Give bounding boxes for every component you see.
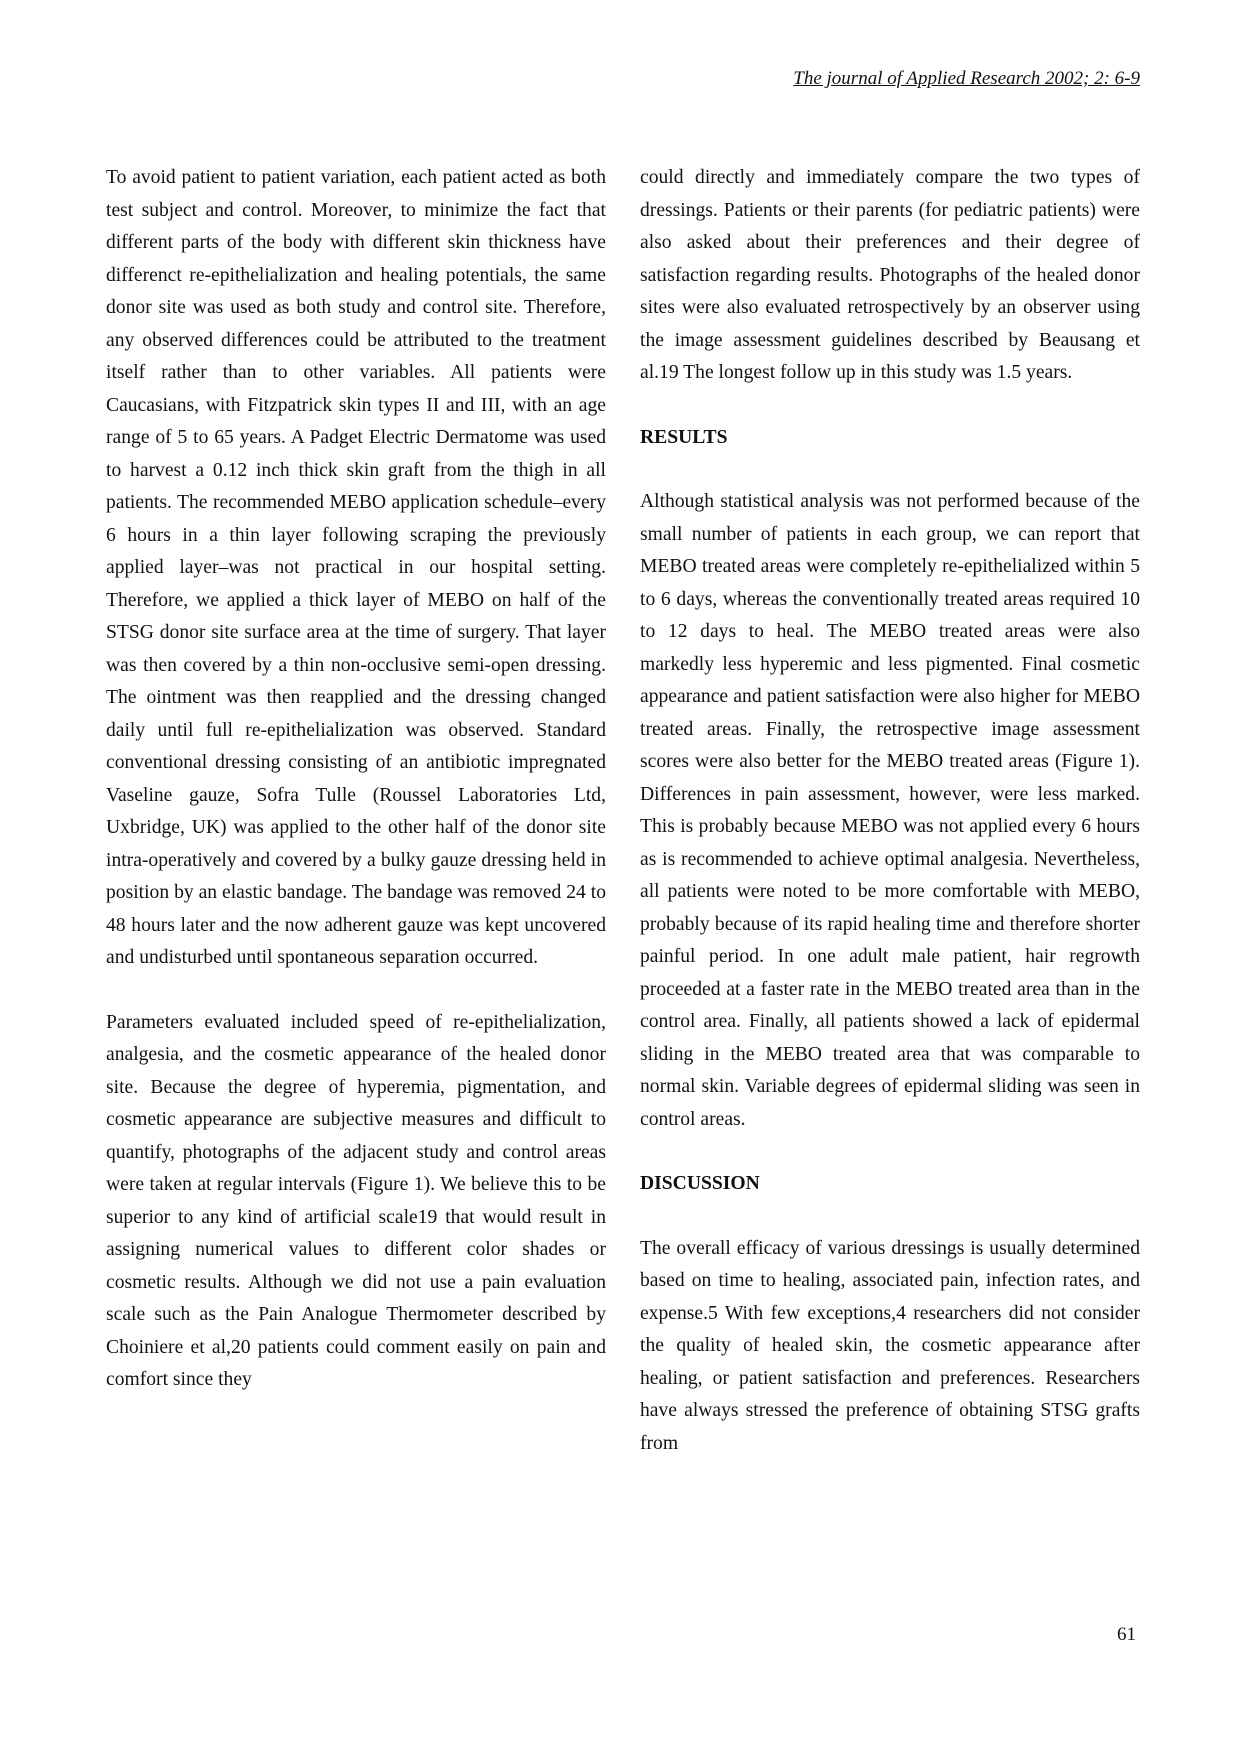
right-column	[640, 162, 1140, 1460]
results-heading: RESULTS	[640, 426, 728, 448]
results-paragraph: Although statistical analysis was not performed because of the small number of patients in each group, we can report that MEBO treated areas were completely re-epithelialized within 5 to 6 days, whereas the conventionally treated areas required 10 to 12 days to heal. The MEBO treated areas were also markedly less hyperemic and less pigmented. Final cosmetic appearance and patient satisfaction were also higher for MEBO treated areas. Finally, the retrospective image assessment scores were also better for the MEBO treated areas (Figure 1). Differences in pain assessment, however, were less marked. This is probably because MEBO was not applied every 6 hours as is recommended to achieve optimal analgesia. Nevertheless, all patients were noted to be more comfortable with MEBO, probably because of its rapid healing time and therefore shorter painful period. In one adult male patient, hair regrowth proceeded at a faster rate in the MEBO treated area than in the control area. Finally, all patients showed a lack of epidermal sliding in the MEBO treated area that was comparable to normal skin. Variable degrees of epidermal sliding was seen in control areas.	[640, 491, 1140, 1130]
parameters-paragraph: Parameters evaluated included speed of re-epithelialization, analgesia, and the cosmetic appearance of the healed donor site. Because the degree of hyperemia, pigmentation, and cosmetic appearance are subjective measures and difficult to quantify, photographs of the adjacent study and control areas were taken at regular intervals (Figure 1). We believe this to be superior to any kind of artificial scale19 that would result in assigning numerical values to different color shades or cosmetic results. Although we did not use a pain evaluation scale such as the Pain Analogue Thermometer described by Choiniere et al,20 patients could comment easily on pain and comfort since they	[106, 1011, 606, 1390]
journal-citation: The journal of Applied Research 2002; 2: 6-9	[793, 68, 1140, 89]
discussion-paragraph: The overall efficacy of various dressings is usually determined based on time to healing, associated pain, infection rates, and expense.5 With few exceptions,4 researchers did not consider the quality of healed skin, the cosmetic appearance after healing, or patient satisfaction and preferences. Researchers have always stressed the preference of obtaining STSG grafts from	[640, 1237, 1140, 1454]
methods-paragraph: To avoid patient to patient variation, each patient acted as both test subject and control. Moreover, to minimize the fact that different parts of the body with different skin thickness have differenct re-epithelialization and healing potentials, the same donor site was used as both study and control site. Therefore, any observed differences could be attributed to the treatment itself rather than to other variables. All patients were Caucasians, with Fitzpatrick skin types II and III, with an age range of 5 to 65 years. A Padget Electric Dermatome was used to harvest a 0.12 inch thick skin graft from the thigh in all patients. The recommended MEBO application schedule–every 6 hours in a thin layer following scraping the previously applied layer–was not practical in our hospital setting. Therefore, we applied a thick layer of MEBO on half of the STSG donor site surface area at the time of surgery. That layer was then covered by a thin non-occlusive semi-open dressing. The ointment was then reapplied and the dressing changed daily until full re-epithelialization was observed. Standard conventional dressing consisting of an antibiotic impregnated Vaseline gauze, Sofra Tulle (Roussel Laboratories Ltd, Uxbridge, UK) was applied to the other half of the donor site intra-operatively and covered by a bulky gauze dressing held in position by an elastic bandage. The bandage was removed 24 to 48 hours later and the now adherent gauze was kept uncovered and undisturbed until spontaneous separation occurred.	[106, 167, 606, 968]
discussion-heading: DISCUSSION	[640, 1173, 760, 1194]
page-number: 61	[1117, 1624, 1136, 1645]
continuation-paragraph: could directly and immediately compare the two types of dressings. Patients or their parents (for pediatric patients) were also asked about their preferences and their degree of satisfaction regarding results. Photographs of the healed donor sites were also evaluated retrospectively by an observer using the image assessment guidelines described by Beausang et al.19 The longest follow up in this study was 1.5 years.	[640, 167, 1140, 383]
left-column	[106, 162, 606, 1397]
